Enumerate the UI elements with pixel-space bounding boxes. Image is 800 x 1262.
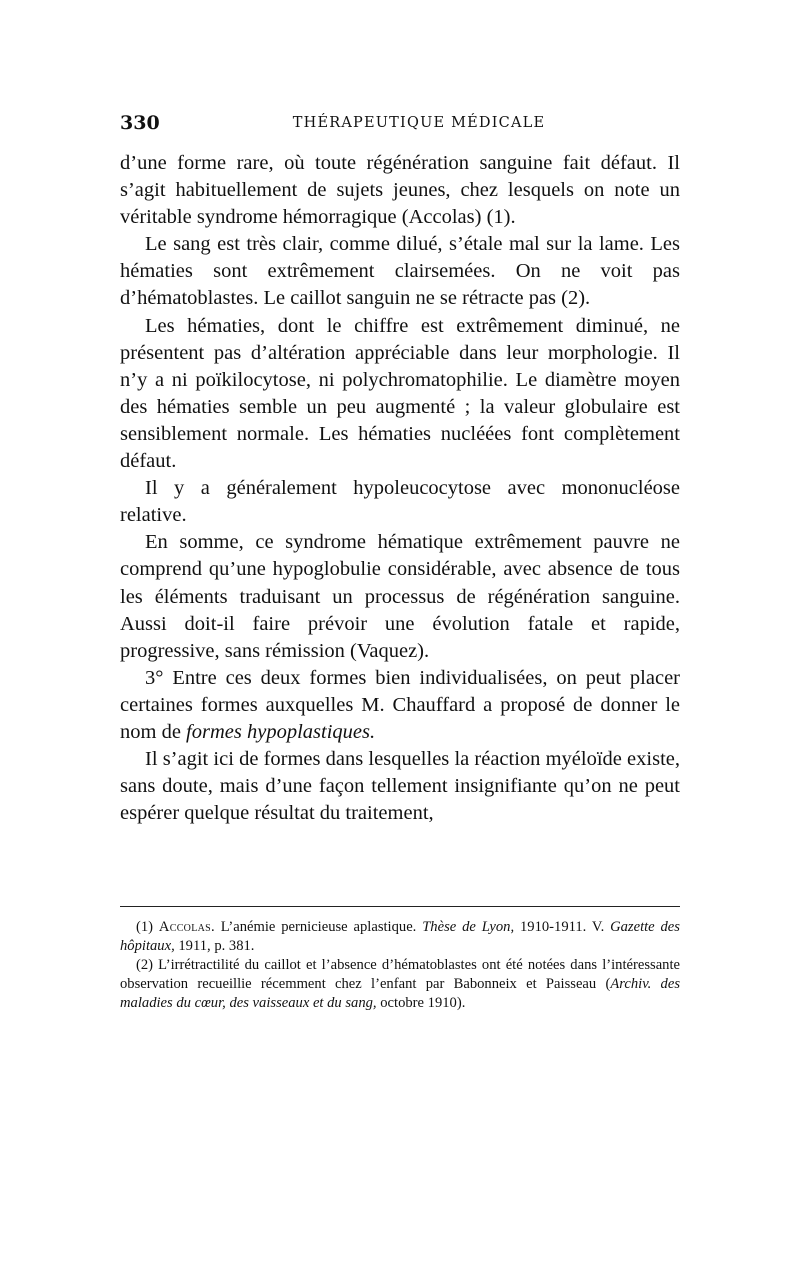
footnote-1-text-c: 1911, p. 381. — [174, 938, 255, 954]
page-header — [110, 112, 688, 140]
running-title: THÉRAPEUTIQUE MÉDICALE — [292, 115, 546, 131]
footnote-2-text-a: L’irrétractilité du caillot et l’absence d’hématoblastes ont été notées dans l’intéressante observation recueillie récemment chez l’enfant par Babonneix et Paisseau ( — [120, 957, 680, 992]
footnote-2-text-b: octobre 1910). — [376, 995, 466, 1011]
paragraph-hematies: Les hématies, dont le chiffre est extrêmement diminué, ne présentent pas d’altération appréciable dans leur morphologie. Il n’y a ni poïkilocytose, ni polychromatophilie. Le diamètre moyen des hématies semble un peu augmenté ; la valeur globulaire est sensiblement normale. Les hématies nucléées font complètement défaut. — [120, 314, 680, 473]
paragraph-continued: d’une forme rare, où toute régénération sanguine fait défaut. Il s’agit habituellement de sujets jeunes, chez lesquels on note un véritable syndrome hémorragique (Accolas) (1). — [120, 152, 680, 229]
paragraph-hypoplastic-text: 3° Entre ces deux formes bien individualisées, on peut placer certaines formes auxquelles M. Chauffard a proposé de donner le nom de — [120, 666, 680, 743]
footnote-1-text-a: L’anémie pernicieuse aplastique. — [214, 919, 423, 935]
footnote-1-number: (1) — [136, 919, 154, 935]
paragraph-leucocytes: Il y a généralement hypoleucocytose avec mononucléose relative. — [120, 477, 680, 527]
footnote-2-italic: Archiv. des maladies du cœur, des vaisseaux et du sang, — [120, 976, 681, 1011]
footnote-1-italic-a: Thèse de Lyon, — [422, 919, 515, 935]
footnote-2 — [120, 956, 680, 1013]
main-text — [120, 150, 680, 827]
footnote-1-italic-b: Gazette des hôpitaux, — [120, 919, 680, 954]
footnotes — [120, 918, 680, 1013]
page-number: 330 — [120, 112, 160, 134]
paragraph-summary: En somme, ce syndrome hématique extrêmement pauvre ne comprend qu’une hypoglobulie considérable, avec absence de tous les éléments traduisant un processus de régénération sanguine. Aussi doit-il faire prévoir une évolution fatale et rapide, progressive, sans rémission (Vaquez). — [120, 531, 680, 662]
paragraph-myeloid-reaction: Il s’agit ici de formes dans lesquelles la réaction myéloïde existe, sans doute, mais d’une façon tellement insignifiante qu’on ne peut espérer quelque résultat du traitement, — [120, 748, 680, 825]
footnote-divider — [120, 906, 680, 907]
footnote-1-text-b: 1910-1911. V. — [514, 919, 611, 935]
footnote-1-author: Accolas. — [158, 919, 215, 935]
paragraph-hypoplastic-forms — [120, 665, 680, 746]
footnote-1 — [120, 918, 680, 956]
paragraph-blood-description: Le sang est très clair, comme dilué, s’étale mal sur la lame. Les hématies sont extrêmement clairsemées. On ne voit pas d’hématoblastes. Le caillot sanguin ne se rétracte pas (2). — [120, 233, 680, 310]
footnote-2-number: (2) — [136, 957, 154, 973]
term-formes-hypoplastiques: formes hypoplastiques. — [186, 720, 376, 743]
